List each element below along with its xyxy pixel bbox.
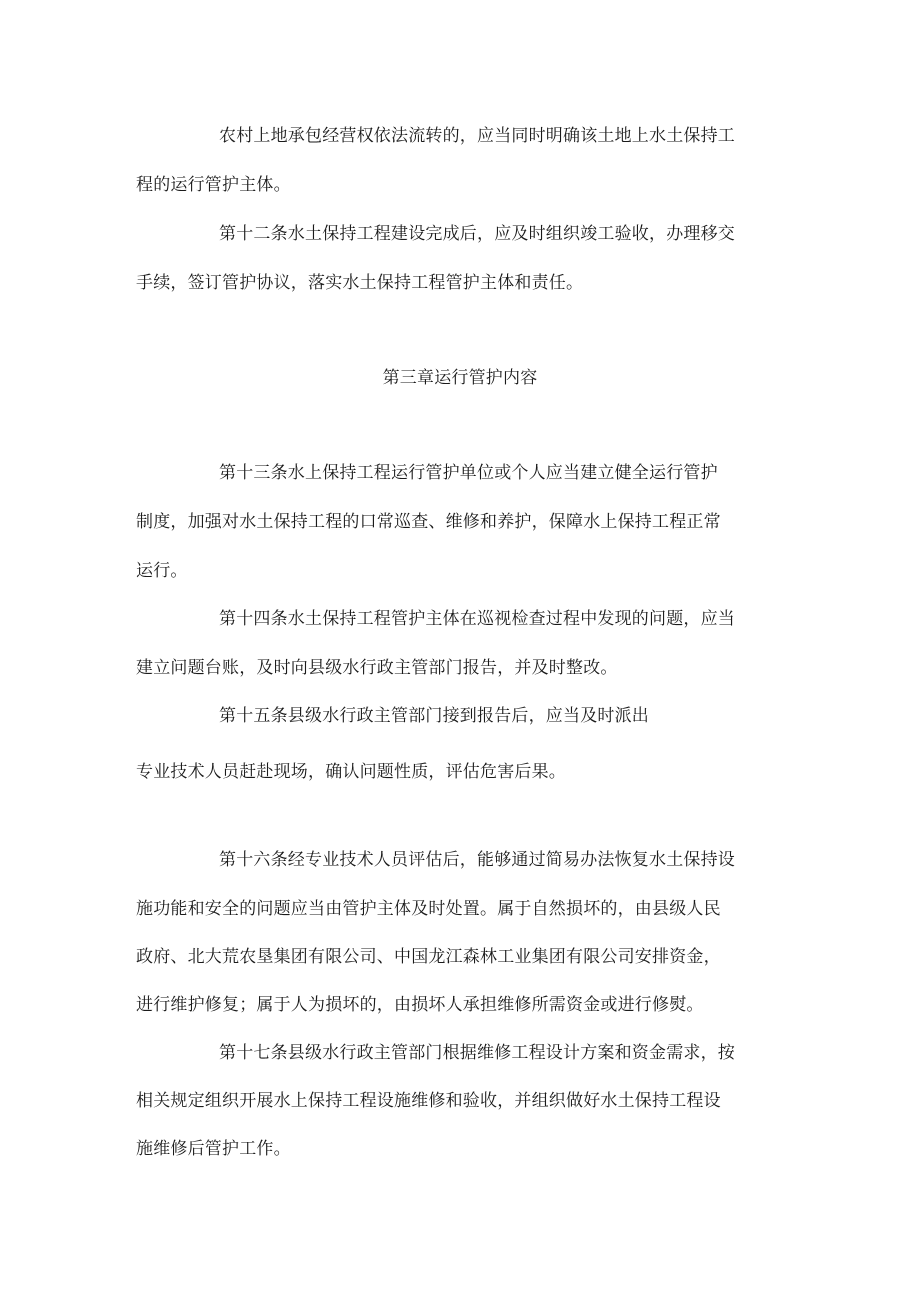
article-17-line: 施维修后管护工作。 [136, 1139, 291, 1159]
article-16-line: 施功能和安全的问题应当由管护主体及时处置。属于自然损坏的，由县级人民 [136, 899, 721, 919]
paragraph-line: 农村上地承包经营权依法流转的，应当同时明确该土地上水土保持工 [219, 126, 735, 146]
paragraph-line: 程的运行管护主体。 [136, 175, 291, 195]
article-14-line: 第十四条水土保持工程管护主体在巡视检查过程中发现的问题，应当 [219, 609, 735, 629]
article-17-line: 相关规定组织开展水上保持工程设施维修和验收，并组织做好水土保持工程设 [136, 1091, 721, 1111]
article-13-line: 制度，加强对水土保持工程的口常巡查、维修和养护，保障水上保持工程正常 [136, 512, 721, 532]
article-12-line: 第十二条水土保持工程建设完成后，应及时组织竣工验收，办理移交 [219, 224, 735, 244]
article-15-line: 专业技术人员赶赴现场，确认问题性质，评估危害后果。 [136, 762, 566, 782]
article-15-line: 第十五条县级水行政主管部门接到报告后，应当及时派出 [219, 706, 649, 726]
article-16-line: 政府、北大荒农垦集团有限公司、中国龙江森林工业集团有限公司安排资金， [136, 947, 721, 967]
article-13-line: 第十三条水上保持工程运行管护单位或个人应当建立健全运行管护 [219, 463, 718, 483]
article-16-line: 第十六条经专业技术人员评估后，能够通过简易办法恢复水土保持设 [219, 850, 735, 870]
article-17-line: 第十七条县级水行政主管部门根据维修工程设计方案和资金需求，按 [219, 1043, 735, 1063]
article-16-line: 进行维护修复；属于人为损坏的，由损坏人承担维修所需资金或进行修熨。 [136, 995, 704, 1015]
article-14-line: 建立问题台账，及时向县级水行政主管部门报告，并及时整改。 [136, 658, 618, 678]
chapter-heading: 第三章运行管护内容 [382, 368, 538, 388]
article-12-line: 手续，签订管护协议，落实水土保持工程管护主体和责任。 [136, 273, 584, 293]
article-13-line: 运行。 [136, 561, 188, 581]
